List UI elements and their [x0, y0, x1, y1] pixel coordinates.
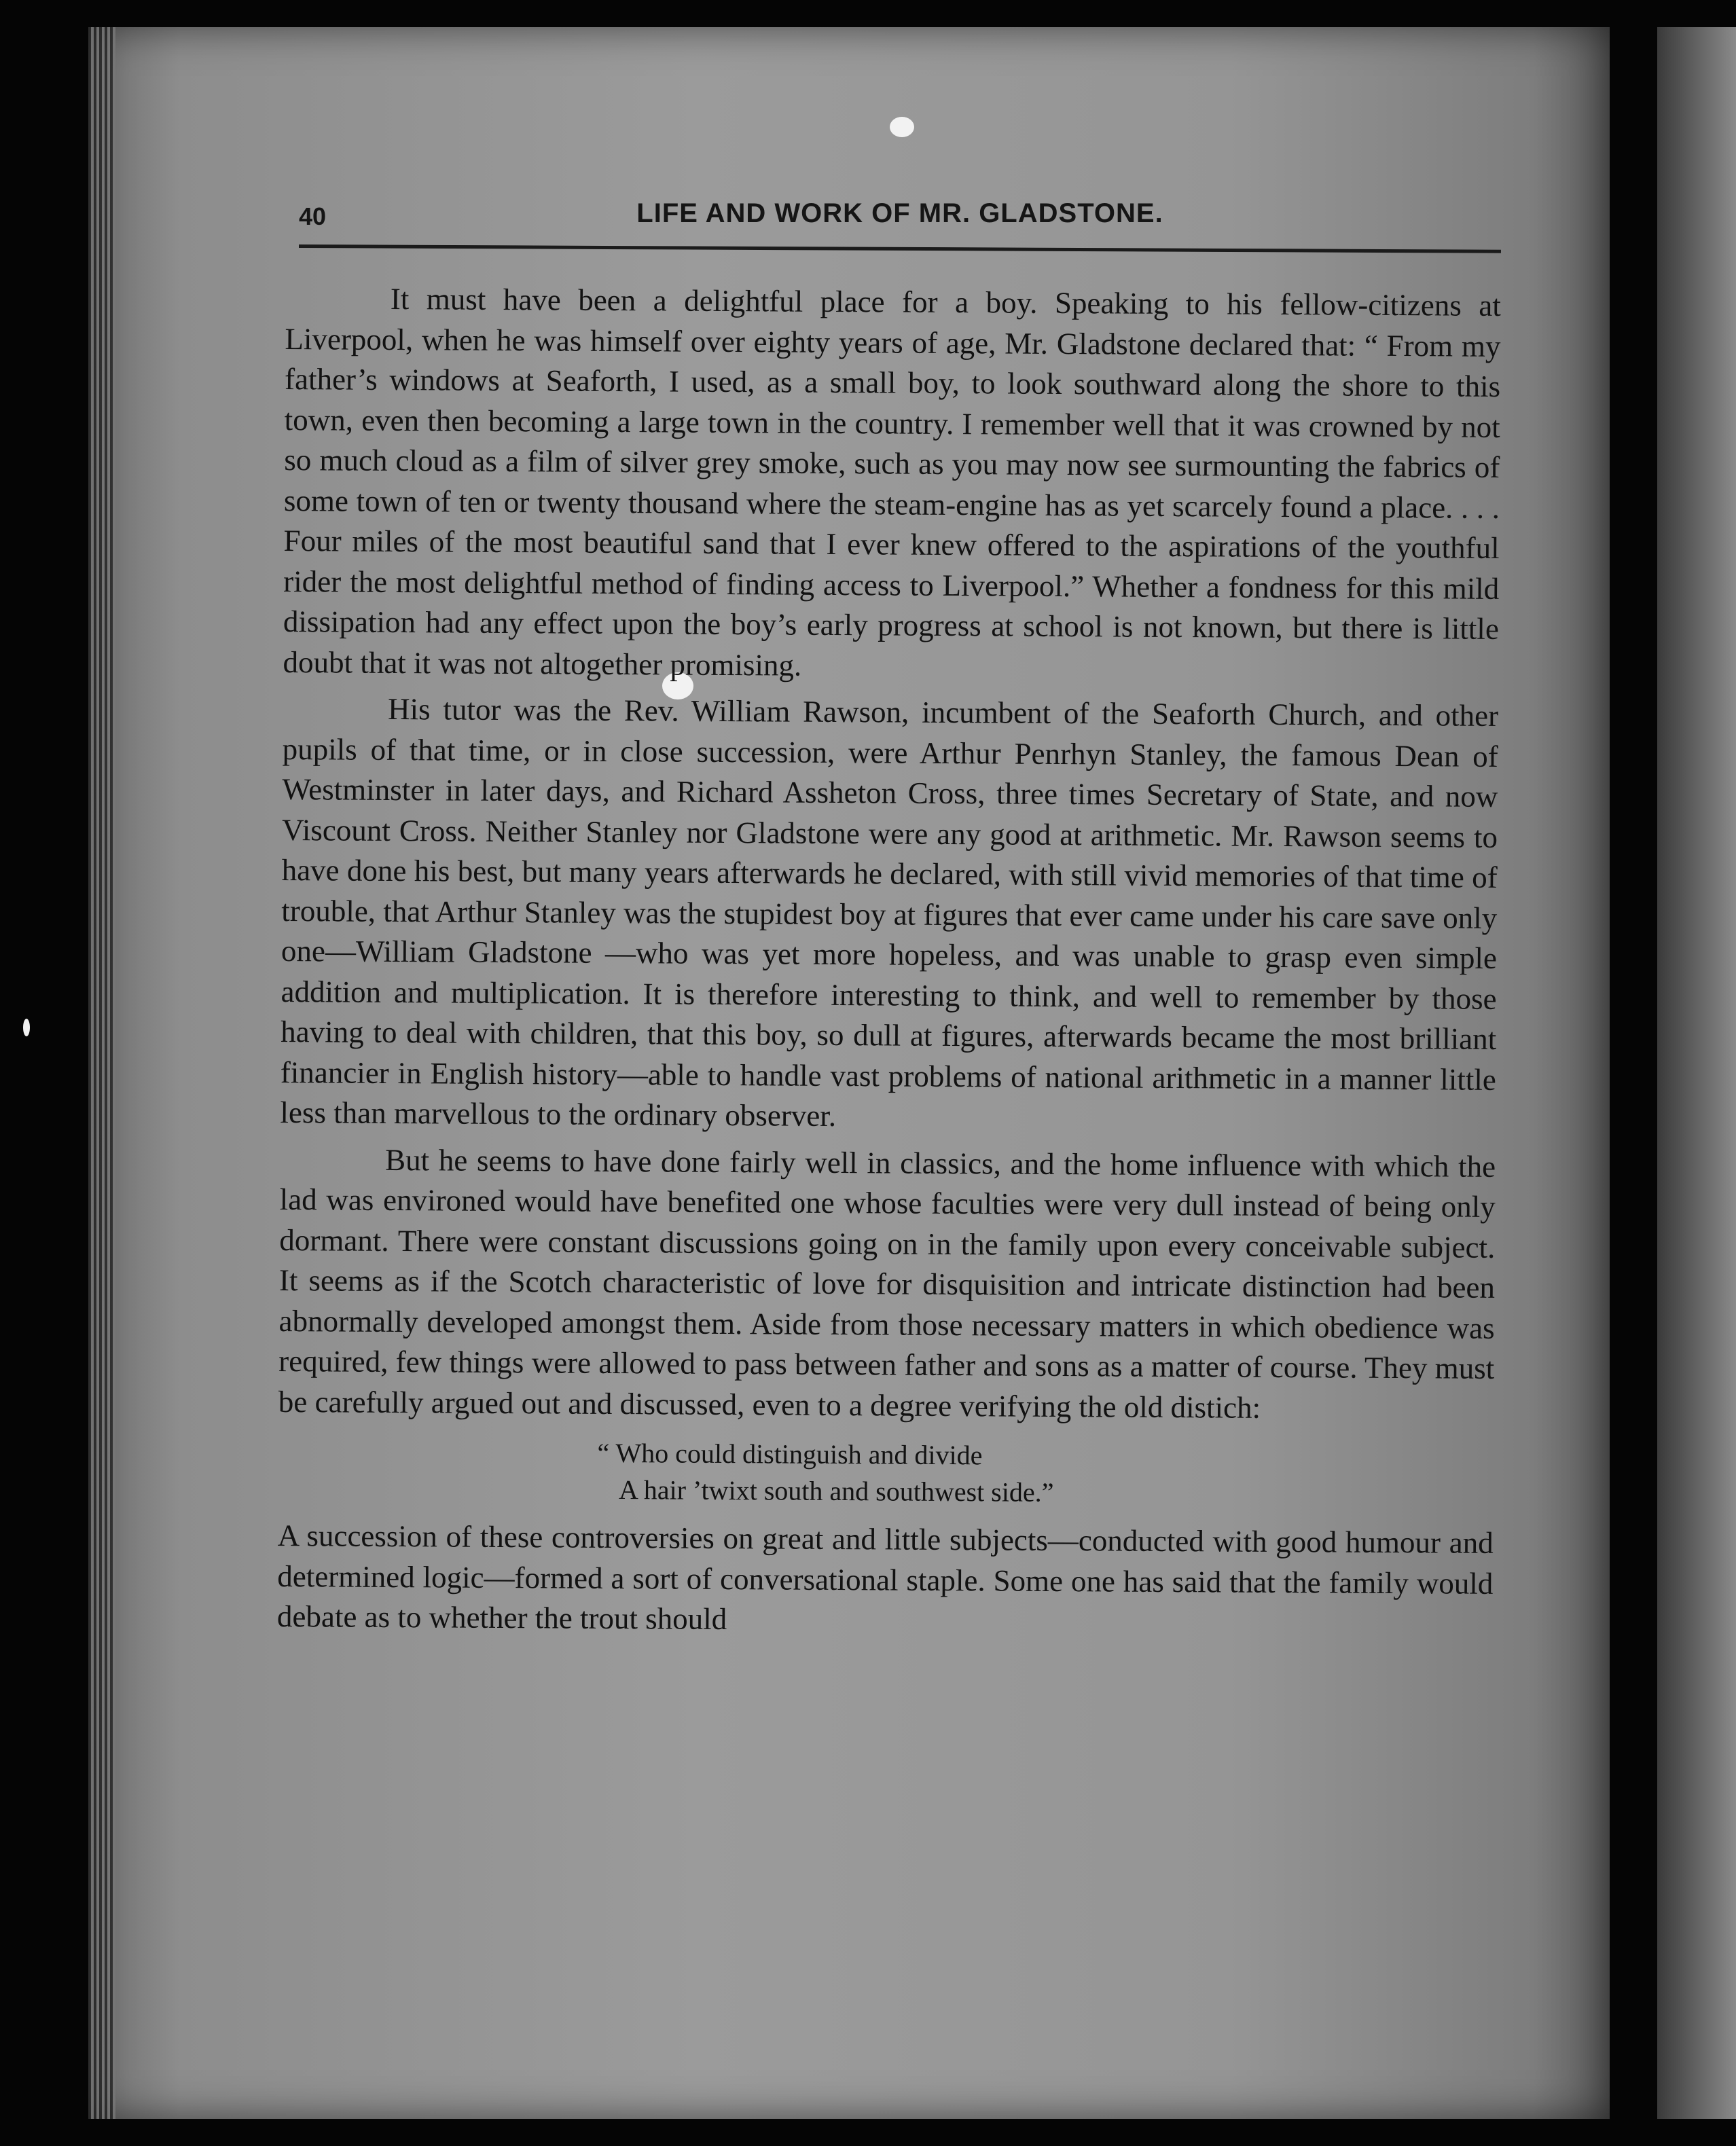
paragraph: A succession of these controversies on great and little subjects—conducted with good humour and determined logic—formed a sort of conversational staple. Some one has said that the family would debate as to whether the trout should — [276, 1518, 1494, 1637]
verse-line: “ Who could distinguish and divide — [597, 1437, 983, 1471]
page-number: 40 — [299, 202, 327, 230]
dust-speck — [890, 117, 914, 137]
verse-quotation — [278, 1433, 1494, 1514]
running-title: LIFE AND WORK OF MR. GLADSTONE. — [636, 198, 1163, 228]
paragraph: His tutor was the Rev. William Rawson, incumbent of the Seaforth Church, and other pupils of that time, or in close succession, were Arthur Penrhyn Stanley, the famous Dean of Westminster in later days, and Richard Assheton Cross, three times Secretary of State, and now Viscount Cross. Neither Stanley nor Gladstone were any good at arithmetic. Mr. Rawson seems to have done his best, but many years afterwards he declared, with still vivid memories of that time of trouble, that Arthur Stanley was the stupidest boy at figures that ever came under his care save only one—William Gladstone —who was yet more hopeless, and was unable to grasp even simple addition and multiplication. It is therefore interesting to think, and well to remember by those having to deal with children, that this boy, so dull at figures, afterwards became the most brilliant financier in English history—able to handle vast problems of national arithmetic in a manner little less than marvellous to the ordinary observer. — [280, 691, 1499, 1133]
body-text — [277, 278, 1501, 1650]
adjacent-page-edge — [1657, 27, 1736, 2119]
dust-speck — [23, 1019, 30, 1036]
paragraph: It must have been a delightful place for a boy. Speaking to his fellow-citizens at Liverpool, when he was himself over eighty years of age, Mr. Gladstone declared that: “ From my father’s windows at Seaforth, I used, as a small boy, to look southward along the shore to this town, even then becoming a large town in the country. I remember well that it was crowned by not so much cloud as a film of silver grey smoke, such as you may now see surmounting the fabrics of some town of ten or twenty thousand where the steam-engine has as yet scarcely found a place. . . . Four miles of the most beautiful sand that I ever knew offered to the aspirations of the youthful rider the most delightful method of finding access to Liverpool.” Whether a fondness for this mild dissipation had any effect upon the boy’s early progress at school is not known, but there is little doubt that it was not altogether promising. — [283, 281, 1501, 683]
page-header — [299, 197, 1501, 251]
verse-line: A hair ’twixt south and southwest side.” — [618, 1474, 1054, 1508]
paragraph: But he seems to have done fairly well in classics, and the home influence with which the lad was environed would have benefited one whose faculties were very dull instead of being only dormant. There were constant discussions going on in the family upon every conceivable subject. It seems as if the Scotch characteristic of love for disquisition and intricate distinction had been abnormally developed amongst them. Aside from those necessary matters in which obedience was required, few things were allowed to pass between father and sons as a matter of course. They must be carefully argued out and discussed, even to a degree verifying the old distich: — [278, 1142, 1496, 1425]
page-edge-stack — [88, 27, 115, 2119]
